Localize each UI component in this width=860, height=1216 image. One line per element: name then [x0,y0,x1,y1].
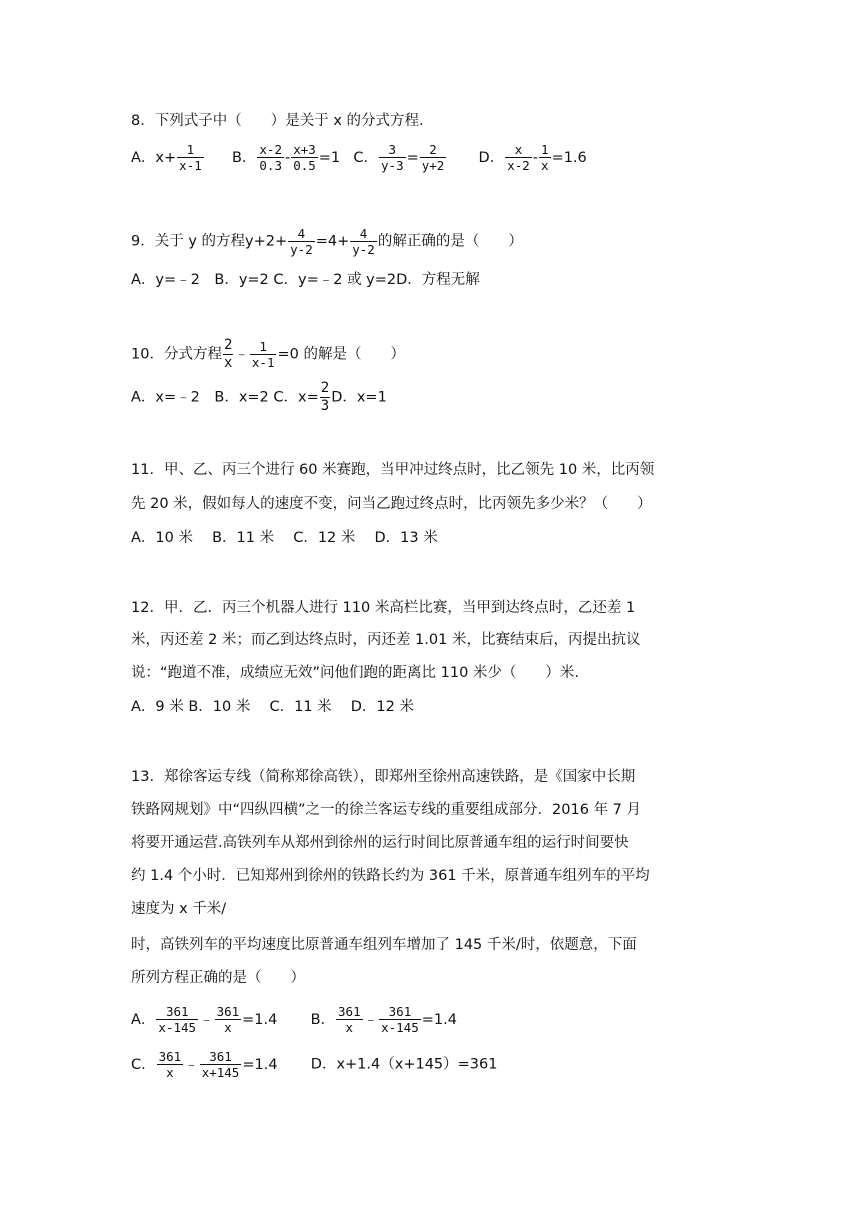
q13-options-row-2 [131,1049,497,1080]
fraction [539,142,551,173]
fraction [223,337,233,372]
numerator: 4 [359,226,368,241]
q11-options[interactable]: A．10 米 B．11 米 C．12 米 D．13 米 [131,530,438,546]
expr-text: =1 [318,149,341,166]
numerator: 2 [320,380,330,396]
q13-line-6: 时，高铁列车的平均速度比原普通车组列车增加了 145 千米/时，依题意，下面 [131,937,637,953]
denominator: x-1 [251,355,275,370]
denominator: x [336,1019,363,1035]
operator: - [532,149,539,166]
numerator: 2 [429,142,437,157]
numerator: 3 [388,142,397,157]
fraction [288,226,315,257]
numerator: 361 [216,1004,240,1019]
q8-options [131,142,587,173]
denominator: x [541,158,549,173]
q10-stem [131,337,405,372]
q10-options[interactable] [131,380,387,415]
q13-options-row-1 [131,1004,457,1035]
numerator: 4 [297,226,306,241]
numerator: 361 [158,1049,182,1064]
q13-line-3: 将要开通运营.高铁列车从郑州到徐州的运行时间比原普通车组的运行时间要快 [131,835,629,851]
denominator: 0.5 [293,158,316,173]
fraction [379,1004,421,1035]
denominator: y-2 [352,242,375,257]
expr-text: =1.4 [421,1011,457,1028]
numerator: 1 [186,142,195,157]
option-label: B． [310,1011,336,1028]
q11-line-1: 11．甲、乙、丙三个进行 60 米赛跑，当甲冲过终点时，比乙领先 10 米，比丙领 [131,462,655,478]
fraction [505,142,532,173]
option-label: C． [353,149,379,166]
q13-option-a[interactable] [131,1004,282,1035]
operator: = [406,149,419,166]
denominator: x-1 [179,158,202,173]
expr-text: x+ [155,149,177,166]
q13-line-2: 铁路网规划》中“四纵四横”之一的徐兰客运专线的重要组成部分．2016 年 7 月 [131,802,641,818]
numerator: 2 [223,337,233,353]
numerator: 361 [165,1004,189,1019]
numerator: 361 [209,1049,232,1064]
denominator: x [157,1064,184,1080]
option-label: D． [478,149,505,166]
fraction [200,1049,242,1080]
q13-option-b[interactable] [310,1004,457,1035]
q12-line-2: 米，丙还差 2 米；而乙到达终点时，丙还差 1.01 米，比赛结束后，丙提出抗议 [131,632,641,648]
options-text: A．x=﹣2 B．x=2 C．x= [131,389,319,406]
denominator: x [223,355,233,371]
stem-text: 的解正确的是（ ） [377,233,523,250]
q8-option-b[interactable] [231,142,345,173]
fraction [291,142,318,173]
fraction [350,226,377,257]
stem-text: 10．分式方程 [131,346,222,363]
numerator: 1 [541,142,549,157]
denominator: y+2 [421,158,445,173]
denominator: x-145 [381,1020,419,1035]
numerator: 361 [388,1004,412,1019]
numerator: x [514,142,523,157]
numerator: 1 [259,339,267,354]
denominator: x-2 [507,158,530,173]
q12-options[interactable]: A．9 米 B．10 米 C．11 米 D．12 米 [131,699,414,715]
fraction [379,142,406,173]
q8-option-d[interactable] [478,142,587,173]
expr-text: =1.6 [551,149,587,166]
fraction [156,1004,198,1035]
q8-option-c[interactable] [353,142,452,173]
denominator: y-2 [290,242,313,257]
expr-text: y+2+ [245,233,288,250]
q8-option-a[interactable] [131,142,209,173]
q9-stem [131,226,523,257]
stem-text: 9．关于 y 的方程 [131,233,246,250]
expr-text: =1.4 [242,1011,278,1028]
denominator: x-145 [158,1020,197,1035]
denominator: 0.3 [259,158,282,173]
q12-line-1: 12．甲．乙．丙三个机器人进行 110 米高栏比赛，当甲到达终点时，乙还差 1 [131,600,636,616]
q8-stem: 8．下列式子中（ ）是关于 x 的分式方程. [131,113,424,129]
denominator: 3 [320,398,330,414]
fraction [320,380,330,415]
operator: - [284,149,291,166]
fraction [157,1049,184,1080]
denominator: y-3 [381,158,404,173]
q12-line-3: 说：“跑道不准，成绩应无效”问他们跑的距离比 110 米少（ ）米. [131,665,580,681]
fraction [257,142,284,173]
option-label: A． [131,149,156,166]
q11-line-2: 先 20 米，假如每人的速度不变，问当乙跑过终点时，比丙领先多少米？（ ） [131,496,652,512]
fraction [215,1004,242,1035]
option-label: A． [131,1011,156,1028]
q13-line-7: 所列方程正确的是（ ） [131,970,305,986]
q13-line-5: 速度为 x 千米/ [131,901,227,917]
operator: ﹣ [363,1011,379,1028]
fraction [420,142,447,173]
q13-line-1: 13．郑徐客运专线（简称郑徐高铁），即郑州至徐州高速铁路，是《国家中长期 [131,769,636,785]
q13-line-4: 约 1.4 个小时．已知郑州到徐州的铁路长约为 361 千米，原普通车组列车的平均 [131,868,650,884]
operator: ﹣ [184,1056,199,1073]
option-label: C． [131,1056,156,1073]
q13-option-c[interactable] [131,1049,282,1080]
numerator: x-2 [259,142,282,157]
operator: ﹣ [199,1011,214,1028]
stem-text: =0 的解是（ ） [277,346,405,363]
numerator: 361 [338,1004,361,1019]
operator: ﹣ [234,346,249,363]
denominator: x [215,1019,242,1035]
option-label: B． [231,149,257,166]
expr-text: =1.4 [242,1056,278,1073]
expr-text: =4+ [315,233,350,250]
q9-options[interactable]: A．y=﹣2 B．y=2 C．y=﹣2 或 y=2D．方程无解 [131,272,480,288]
denominator: x+145 [201,1065,240,1080]
options-text: D．x=1 [331,389,387,406]
fraction [250,339,277,370]
q13-option-d[interactable]: D．x+1.4（x+145）=361 [310,1056,498,1073]
fraction [177,142,204,173]
numerator: x+3 [293,142,316,157]
fraction [336,1004,363,1035]
